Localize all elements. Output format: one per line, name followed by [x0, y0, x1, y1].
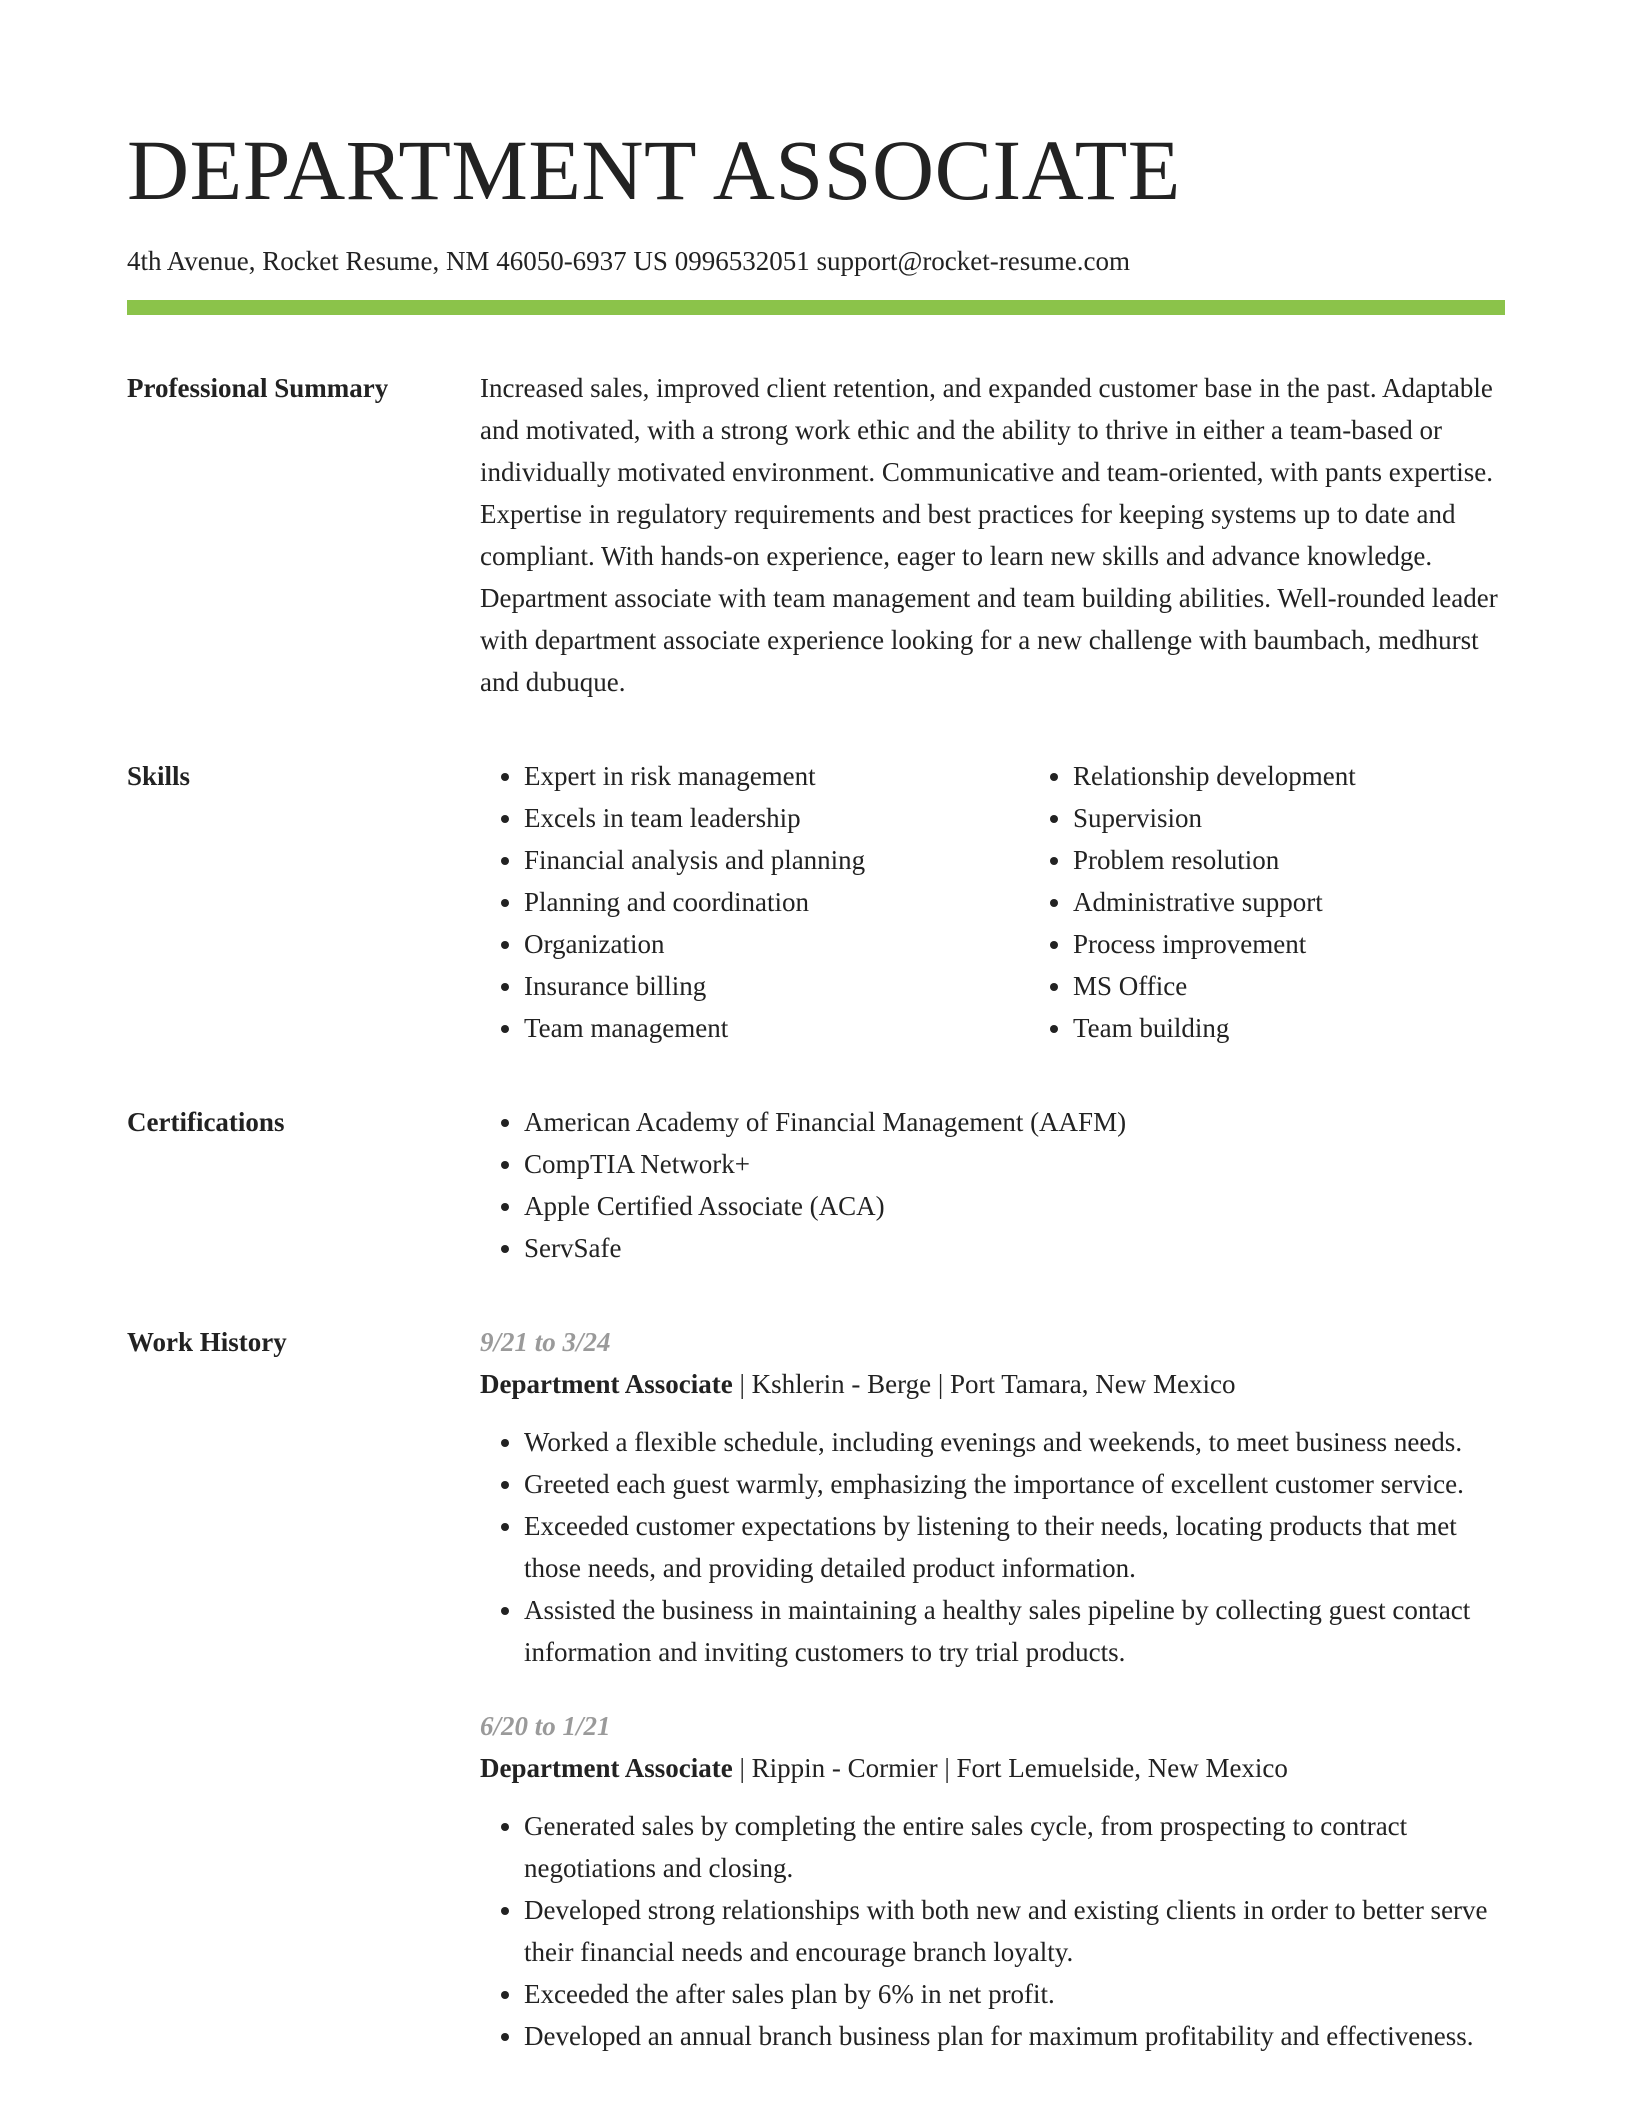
contact-line: 4th Avenue, Rocket Resume, NM 46050-6937 US 0996532051 support@rocket-resume.com — [127, 246, 1130, 276]
resume-name: DEPARTMENT ASSOCIATE — [127, 122, 1181, 218]
job-bullet: • Exceeded customer expectations by listening to their needs, locating products that met those needs, and providing detailed product information. — [524, 1505, 1505, 1589]
job-bullets — [480, 1805, 1505, 2057]
skill-item: • Administrative support — [1073, 881, 1578, 923]
job-bullet: • Greeted each guest warmly, emphasizing the importance of excellent customer service. — [524, 1463, 1505, 1505]
certification-item: • American Academy of Financial Management (AAFM) — [524, 1101, 1505, 1143]
job-bullet: • Developed an annual branch business plan for maximum profitability and effectiveness. — [524, 2015, 1505, 2057]
skill-item: • Supervision — [1073, 797, 1578, 839]
summary-body — [480, 367, 1505, 703]
skill-item: • Excels in team leadership — [524, 797, 1029, 839]
job-title: Department Associate — [480, 1369, 733, 1399]
skills-columns — [480, 755, 1578, 1049]
certifications-section — [127, 1101, 1505, 1269]
job-heading — [480, 1363, 1505, 1405]
summary-text: Increased sales, improved client retention, and expanded customer base in the past. Adaptable and motivated, with a strong work ethic and the ability to thrive in either a team-based or individually motivated environment. Communicative and team-oriented, with pants expertise. Expertise in regulatory requirements and best practices for keeping systems up to date and compliant. With hands-on experience, eager to learn new skills and advance knowledge. Department associate with team management and team building abilities. Well-rounded leader with department associate experience looking for a new challenge with baumbach, medhurst and dubuque. — [480, 373, 1498, 697]
work-history-label: Work History — [127, 1327, 287, 1357]
job-dates: 9/21 to 3/24 — [480, 1327, 611, 1357]
job-bullet: • Exceeded the after sales plan by 6% in net profit. — [524, 1973, 1505, 2015]
certifications-label: Certifications — [127, 1107, 285, 1137]
skill-item: • Organization — [524, 923, 1029, 965]
summary-section — [127, 367, 1505, 703]
job-heading — [480, 1747, 1505, 1789]
skill-item: • MS Office — [1073, 965, 1578, 1007]
job-bullet: • Assisted the business in maintaining a healthy sales pipeline by collecting guest contact information and inviting customers to try trial products. — [524, 1589, 1505, 1673]
skill-item: • Planning and coordination — [524, 881, 1029, 923]
job-details: | Kshlerin - Berge | Port Tamara, New Mexico — [732, 1369, 1236, 1399]
skills-section — [127, 755, 1505, 1049]
job-bullets — [480, 1421, 1505, 1673]
skill-item: • Insurance billing — [524, 965, 1029, 1007]
skill-item: • Process improvement — [1073, 923, 1578, 965]
skills-body — [480, 755, 1578, 1049]
job-bullet: • Developed strong relationships with both new and existing clients in order to better serve their financial needs and encourage branch loyalty. — [524, 1889, 1505, 1973]
job-bullet: • Worked a flexible schedule, including evenings and weekends, to meet business needs. — [524, 1421, 1505, 1463]
skills-label: Skills — [127, 761, 191, 791]
job-dates: 6/20 to 1/21 — [480, 1711, 611, 1741]
certification-item: • Apple Certified Associate (ACA) — [524, 1185, 1505, 1227]
job-title: Department Associate — [480, 1753, 733, 1783]
skill-item: • Relationship development — [1073, 755, 1578, 797]
skill-item: • Team building — [1073, 1007, 1578, 1049]
skill-item: • Problem resolution — [1073, 839, 1578, 881]
certification-item: • ServSafe — [524, 1227, 1505, 1269]
summary-label: Professional Summary — [127, 373, 389, 403]
skill-item: • Team management — [524, 1007, 1029, 1049]
certifications-body — [480, 1101, 1505, 1269]
skill-item: • Expert in risk management — [524, 755, 1029, 797]
skill-item: • Financial analysis and planning — [524, 839, 1029, 881]
job-bullet: • Generated sales by completing the entire sales cycle, from prospecting to contract negotiations and closing. — [524, 1805, 1505, 1889]
job-details: | Rippin - Cormier | Fort Lemuelside, New Mexico — [732, 1753, 1288, 1783]
certification-item: • CompTIA Network+ — [524, 1143, 1505, 1185]
resume-page — [127, 122, 1505, 2057]
job-entry — [480, 1705, 1505, 2057]
job-entry — [480, 1321, 1505, 1673]
work-history-body — [480, 1321, 1505, 2057]
skills-list-left — [480, 755, 1029, 1049]
certifications-list — [480, 1101, 1505, 1269]
header-divider — [127, 300, 1505, 315]
work-history-section — [127, 1321, 1505, 2057]
skills-list-right — [1029, 755, 1578, 1049]
